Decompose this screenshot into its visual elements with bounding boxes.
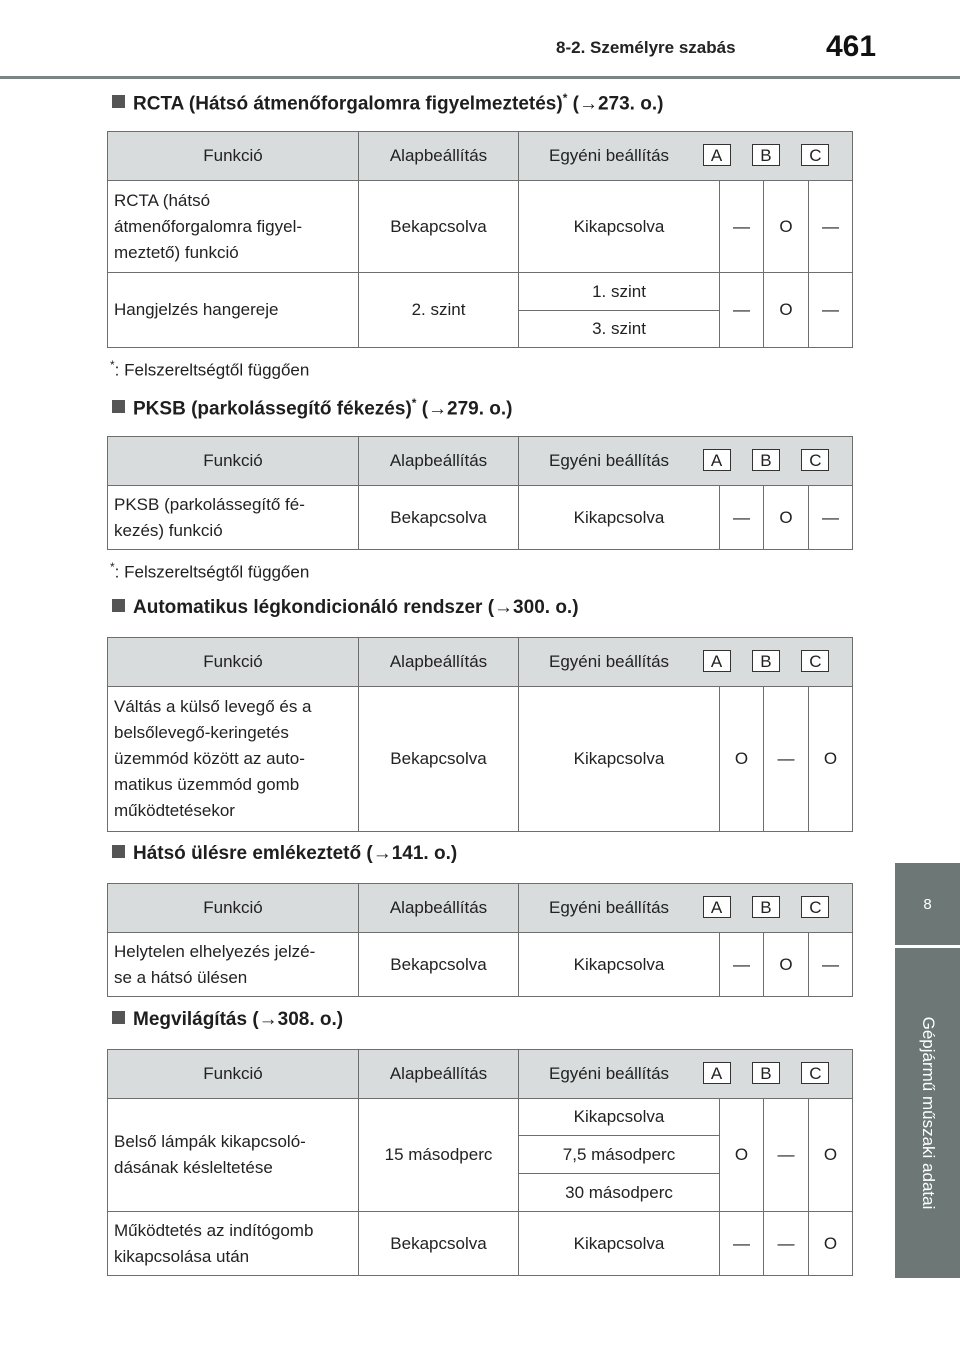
table-row: [108, 181, 853, 273]
default-cell: Bekapcsolva: [359, 687, 519, 832]
square-bullet-icon: [112, 400, 125, 413]
footnote: [110, 358, 309, 381]
col-c-cell: —: [809, 181, 853, 273]
function-cell: Hangjelzés hangereje: [108, 273, 359, 348]
column-b-badge: B: [752, 1062, 780, 1084]
section-title-pksb: [112, 396, 513, 420]
column-a-badge: A: [703, 896, 731, 918]
col-a-cell: —: [720, 933, 764, 997]
function-cell: [108, 181, 359, 273]
table-row: [108, 687, 853, 832]
column-a-badge: A: [703, 1062, 731, 1084]
square-bullet-icon: [112, 95, 125, 108]
custom-cell: Kikapcsolva: [519, 1099, 720, 1136]
col-header-default: Alapbeállítás: [359, 884, 519, 933]
custom-cell: Kikapcsolva: [519, 486, 720, 550]
table-header-row: [108, 1050, 853, 1099]
custom-cell: 3. szint: [519, 311, 720, 348]
column-b-badge: B: [752, 896, 780, 918]
col-a-cell: —: [720, 1212, 764, 1276]
function-line: Helytelen elhelyezés jelzé-: [114, 941, 316, 961]
page-number: 461: [826, 30, 877, 63]
col-header-custom-label: Egyéni beállítás: [549, 451, 670, 470]
section-title-lighting: [112, 1009, 343, 1031]
col-header-custom: [519, 1050, 853, 1099]
function-line: belsőlevegő-keringetés: [114, 723, 289, 742]
column-a-badge: A: [703, 144, 731, 166]
col-c-cell: —: [809, 273, 853, 348]
square-bullet-icon: [112, 599, 125, 612]
table-row: [108, 933, 853, 997]
col-header-custom: [519, 132, 853, 181]
col-b-cell: —: [764, 1099, 809, 1212]
column-c-badge: C: [801, 449, 829, 471]
custom-cell: Kikapcsolva: [519, 933, 720, 997]
col-header-custom: [519, 884, 853, 933]
custom-cell: 30 másodperc: [519, 1174, 720, 1212]
custom-cell: Kikapcsolva: [519, 687, 720, 832]
col-header-function: Funkció: [108, 1050, 359, 1099]
custom-cell: Kikapcsolva: [519, 1212, 720, 1276]
col-header-default: Alapbeállítás: [359, 437, 519, 486]
settings-table-pksb: [107, 436, 853, 550]
function-line: PKSB (parkolássegítő fé-: [114, 494, 305, 514]
col-a-cell: O: [720, 1099, 764, 1212]
table-row: [108, 486, 853, 550]
custom-cell: 7,5 másodperc: [519, 1136, 720, 1174]
section-title-text: PKSB (parkolássegítő fékezés): [133, 398, 412, 420]
asterisk-marker: *: [110, 358, 115, 372]
column-c-badge: C: [801, 144, 829, 166]
col-header-custom: [519, 437, 853, 486]
column-c-badge: C: [801, 650, 829, 672]
col-header-custom-label: Egyéni beállítás: [549, 1064, 670, 1083]
col-header-custom-label: Egyéni beállítás: [549, 898, 670, 917]
function-line: meztető) funkció: [114, 242, 239, 262]
default-cell: Bekapcsolva: [359, 486, 519, 550]
column-c-badge: C: [801, 1062, 829, 1084]
table-row: [108, 1099, 853, 1136]
footnote-text: : Felszereltségtől függően: [114, 562, 310, 582]
footnote-text: : Felszereltségtől függően: [114, 360, 310, 380]
col-c-cell: O: [809, 1212, 853, 1276]
table-header-row: [108, 437, 853, 486]
col-header-custom-label: Egyéni beállítás: [549, 146, 670, 165]
chapter-title: Gépjármű műszaki adatai: [918, 1016, 938, 1210]
default-cell: Bekapcsolva: [359, 933, 519, 997]
col-a-cell: —: [720, 486, 764, 550]
table-header-row: [108, 638, 853, 687]
page-reference: (→273. o.): [567, 93, 664, 115]
function-line: Váltás a külső levegő és a: [114, 697, 312, 716]
function-line: kikapcsolása után: [114, 1246, 250, 1266]
settings-table-rear-seat: [107, 883, 853, 997]
default-cell: 15 másodperc: [359, 1099, 519, 1212]
col-header-function: Funkció: [108, 638, 359, 687]
col-b-cell: —: [764, 687, 809, 832]
function-line: kezés) funkció: [114, 520, 223, 540]
column-b-badge: B: [752, 449, 780, 471]
header-rule: [0, 76, 960, 79]
chapter-number-tab: 8: [895, 863, 960, 945]
column-a-badge: A: [703, 650, 731, 672]
function-cell: [108, 687, 359, 832]
section-title-text: Megvilágítás (→308. o.): [133, 1009, 344, 1030]
table-row: [108, 1212, 853, 1276]
custom-cell: 1. szint: [519, 273, 720, 311]
function-cell: [108, 486, 359, 550]
col-header-default: Alapbeállítás: [359, 638, 519, 687]
function-line: Belső lámpák kikapcsoló-: [114, 1132, 306, 1151]
table-row: [108, 273, 853, 311]
col-b-cell: —: [764, 1212, 809, 1276]
col-header-function: Funkció: [108, 437, 359, 486]
default-cell: Bekapcsolva: [359, 181, 519, 273]
col-a-cell: —: [720, 273, 764, 348]
section-title-rcta: [112, 91, 663, 115]
col-header-default: Alapbeállítás: [359, 1050, 519, 1099]
asterisk-marker: *: [562, 91, 568, 105]
function-cell: [108, 1099, 359, 1212]
section-title-text: RCTA (Hátsó átmenőforgalomra figyelmeztetés): [133, 93, 563, 115]
asterisk-marker: *: [411, 396, 417, 410]
square-bullet-icon: [112, 845, 125, 858]
function-line: matikus üzemmód gomb: [114, 775, 300, 794]
col-b-cell: O: [764, 933, 809, 997]
function-line: működtetésekor: [114, 801, 235, 820]
col-b-cell: O: [764, 273, 809, 348]
function-line: átmenőforgalomra figyel-: [114, 216, 303, 236]
default-cell: Bekapcsolva: [359, 1212, 519, 1276]
page-reference: (→279. o.): [416, 398, 513, 420]
asterisk-marker: *: [110, 560, 115, 574]
col-header-custom: [519, 638, 853, 687]
function-line: dásának késleltetése: [114, 1158, 273, 1177]
section-header: 8-2. Személyre szabás: [556, 38, 736, 57]
square-bullet-icon: [112, 1011, 125, 1024]
col-b-cell: O: [764, 181, 809, 273]
col-header-default: Alapbeállítás: [359, 132, 519, 181]
section-title-text: Automatikus légkondicionáló rendszer (→300. o.): [133, 597, 579, 618]
function-line: RCTA (hátsó: [114, 190, 211, 210]
section-title-climate: [112, 597, 579, 619]
function-line: Működtetés az indítógomb: [114, 1220, 314, 1240]
function-cell: [108, 1212, 359, 1276]
settings-table-lighting: [107, 1049, 853, 1276]
section-title-rear-seat: [112, 843, 457, 865]
function-line: se a hátsó ülésen: [114, 967, 248, 987]
default-cell: 2. szint: [359, 273, 519, 348]
footnote: [110, 560, 309, 583]
col-b-cell: O: [764, 486, 809, 550]
table-header-row: [108, 884, 853, 933]
col-header-function: Funkció: [108, 884, 359, 933]
col-c-cell: O: [809, 687, 853, 832]
section-title-text: Hátsó ülésre emlékeztető (→141. o.): [133, 843, 458, 864]
column-b-badge: B: [752, 650, 780, 672]
col-c-cell: O: [809, 1099, 853, 1212]
col-a-cell: O: [720, 687, 764, 832]
chapter-title-tab: [895, 948, 960, 1278]
col-a-cell: —: [720, 181, 764, 273]
column-b-badge: B: [752, 144, 780, 166]
custom-cell: Kikapcsolva: [519, 181, 720, 273]
function-cell: [108, 933, 359, 997]
column-a-badge: A: [703, 449, 731, 471]
col-c-cell: —: [809, 933, 853, 997]
table-header-row: [108, 132, 853, 181]
col-header-custom-label: Egyéni beállítás: [549, 652, 670, 671]
settings-table-climate: [107, 637, 853, 832]
col-c-cell: —: [809, 486, 853, 550]
col-header-function: Funkció: [108, 132, 359, 181]
settings-table-rcta: [107, 131, 853, 348]
function-line: üzemmód között az auto-: [114, 749, 305, 768]
column-c-badge: C: [801, 896, 829, 918]
